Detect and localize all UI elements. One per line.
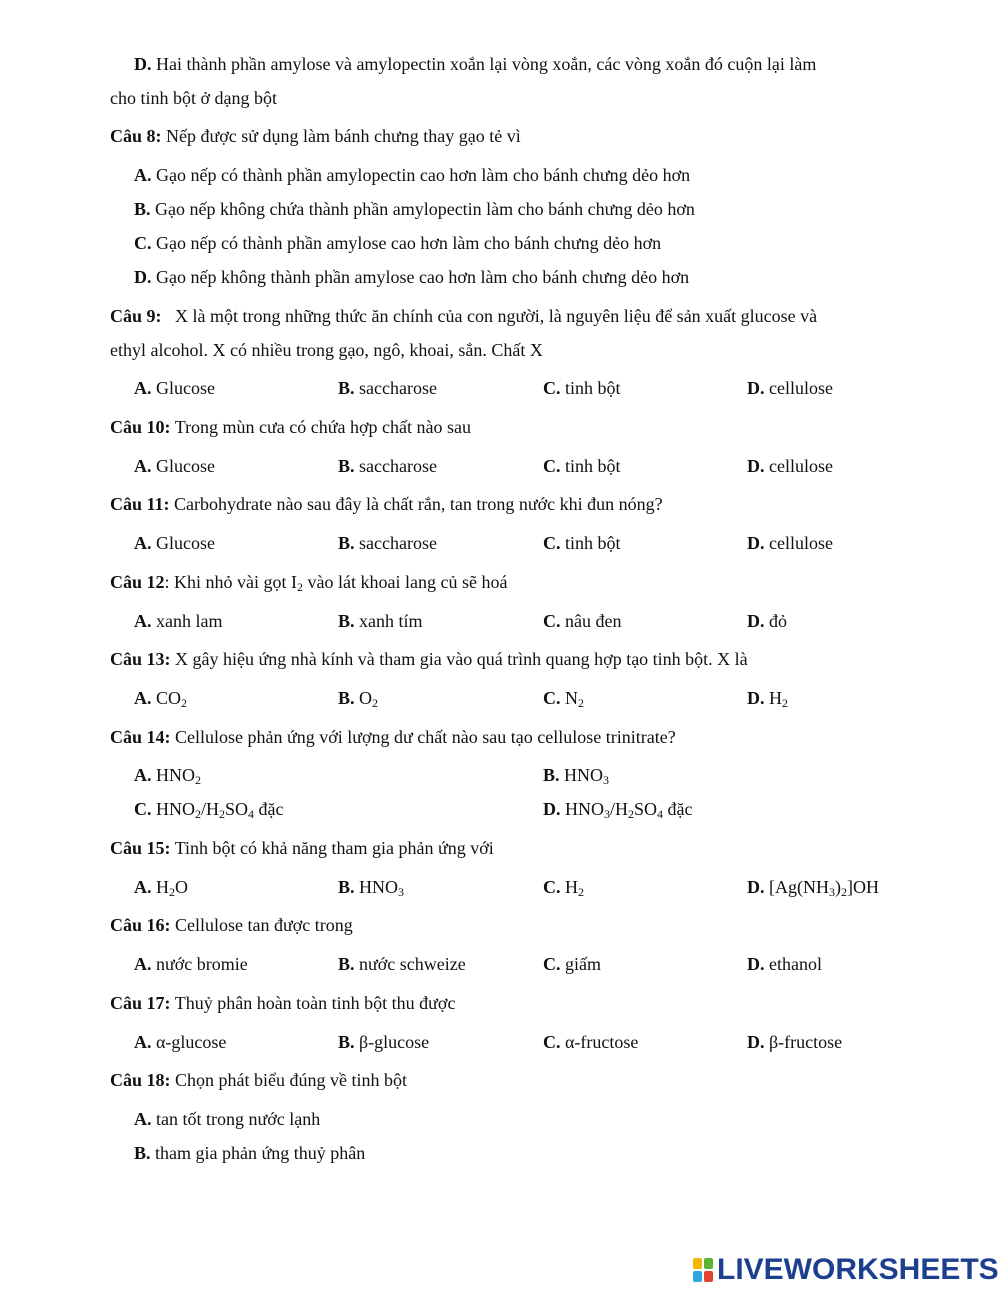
logo-text: LIVEWORKSHEETS <box>717 1253 999 1286</box>
question-8: Câu 8: Nếp được sử dụng làm bánh chưng thay gạo tẻ vì <box>110 126 521 146</box>
q17-option-b[interactable]: B. β-glucose <box>338 1032 430 1052</box>
q10-option-b[interactable]: B. saccharose <box>338 456 437 476</box>
question-10: Câu 10: Trong mùn cưa có chứa hợp chất nào sau <box>110 417 471 437</box>
q13-option-d[interactable]: D. $H_2$ <box>747 688 788 710</box>
q13-option-c[interactable]: C. $N_2$ <box>543 688 584 710</box>
q16-option-d[interactable]: D. ethanol <box>747 954 822 974</box>
q18-option-a[interactable]: A. tan tốt trong nước lạnh <box>134 1109 321 1129</box>
question-13: Câu 13: X gây hiệu ứng nhà kính và tham gia vào quá trình quang hợp tạo tinh bột. X là <box>110 649 748 669</box>
q8-option-a[interactable]: A. Gạo nếp có thành phần amylopectin cao hơn làm cho bánh chưng dẻo hơn <box>134 165 691 185</box>
intro-option-d-continued: cho tinh bột ở dạng bột <box>110 88 278 108</box>
question-14: Câu 14: Cellulose phản ứng với lượng dư chất nào sau tạo cellulose trinitrate? <box>110 727 676 747</box>
q15-option-a[interactable]: A. $H_2O$ <box>134 877 188 899</box>
question-11: Câu 11: Carbohydrate nào sau đây là chất rắn, tan trong nước khi đun nóng? <box>110 494 663 514</box>
question-9-continued: ethyl alcohol. X có nhiều trong gạo, ngô, khoai, sắn. Chất X <box>110 340 543 360</box>
question-16: Câu 16: Cellulose tan được trong <box>110 915 353 935</box>
q10-option-a[interactable]: A. Glucose <box>134 456 215 476</box>
q9-option-b[interactable]: B. saccharose <box>338 378 437 398</box>
q11-option-a[interactable]: A. Glucose <box>134 533 215 553</box>
intro-option-d: D. Hai thành phần amylose và amylopectin xoắn lại vòng xoắn, các vòng xoắn đó cuộn lại làm <box>134 54 817 74</box>
q11-option-b[interactable]: B. saccharose <box>338 533 437 553</box>
q14-option-b[interactable]: B. $HNO_3$ <box>543 765 610 787</box>
question-12: Câu 12: Khi nhỏ vài gọt $I_2$ vào lát khoai lang củ sẽ hoá <box>110 572 508 594</box>
q12-option-a[interactable]: A. xanh lam <box>134 611 223 631</box>
q13-option-b[interactable]: B. $O_2$ <box>338 688 379 710</box>
q8-option-c[interactable]: C. Gạo nếp có thành phần amylose cao hơn làm cho bánh chưng dẻo hơn <box>134 233 662 253</box>
q16-option-b[interactable]: B. nước schweize <box>338 954 466 974</box>
q12-option-c[interactable]: C. nâu đen <box>543 611 622 631</box>
q17-option-a[interactable]: A. α-glucose <box>134 1032 227 1052</box>
q9-option-a[interactable]: A. Glucose <box>134 378 215 398</box>
q11-option-c[interactable]: C. tinh bột <box>543 533 621 553</box>
question-17: Câu 17: Thuỷ phân hoàn toàn tinh bột thu được <box>110 993 456 1013</box>
question-9: Câu 9: X là một trong những thức ăn chính của con người, là nguyên liệu để sản xuất glucose và <box>110 306 818 326</box>
q12-option-b[interactable]: B. xanh tím <box>338 611 423 631</box>
q8-option-d[interactable]: D. Gạo nếp không thành phần amylose cao hơn làm cho bánh chưng dẻo hơn <box>134 267 690 287</box>
q9-option-c[interactable]: C. tinh bột <box>543 378 621 398</box>
q13-option-a[interactable]: A. $CO_2$ <box>134 688 188 710</box>
q15-option-c[interactable]: C. $H_2$ <box>543 877 584 899</box>
q10-option-c[interactable]: C. tinh bột <box>543 456 621 476</box>
q16-option-a[interactable]: A. nước bromie <box>134 954 248 974</box>
question-15: Câu 15: Tinh bột có khả năng tham gia phản ứng với <box>110 838 494 858</box>
liveworksheets-logo <box>692 1253 999 1287</box>
q8-option-b[interactable]: B. Gạo nếp không chứa thành phần amylopectin làm cho bánh chưng dẻo hơn <box>134 199 695 219</box>
q17-option-d[interactable]: D. β-fructose <box>747 1032 843 1052</box>
q10-option-d[interactable]: D. cellulose <box>747 456 833 476</box>
q11-option-d[interactable]: D. cellulose <box>747 533 833 553</box>
q16-option-c[interactable]: C. giấm <box>543 954 601 974</box>
q18-option-b[interactable]: B. tham gia phản ứng thuỷ phân <box>134 1143 366 1163</box>
liveworksheets-logo-icon <box>692 1257 714 1283</box>
question-18: Câu 18: Chọn phát biểu đúng về tinh bột <box>110 1070 407 1090</box>
q15-option-b[interactable]: B. $HNO_3$ <box>338 877 405 899</box>
q9-option-d[interactable]: D. cellulose <box>747 378 833 398</box>
q14-option-c[interactable]: C. $HNO_2/H_2SO_4$ đặc <box>134 799 284 821</box>
q15-option-d[interactable]: D. $[Ag(NH_3)_2]OH$ <box>747 877 879 899</box>
q14-option-a[interactable]: A. $HNO_2$ <box>134 765 201 787</box>
q12-option-d[interactable]: D. đỏ <box>747 611 787 631</box>
q17-option-c[interactable]: C. α-fructose <box>543 1032 639 1052</box>
q14-option-d[interactable]: D. $HNO_3/H_2SO_4$ đặc <box>543 799 693 821</box>
